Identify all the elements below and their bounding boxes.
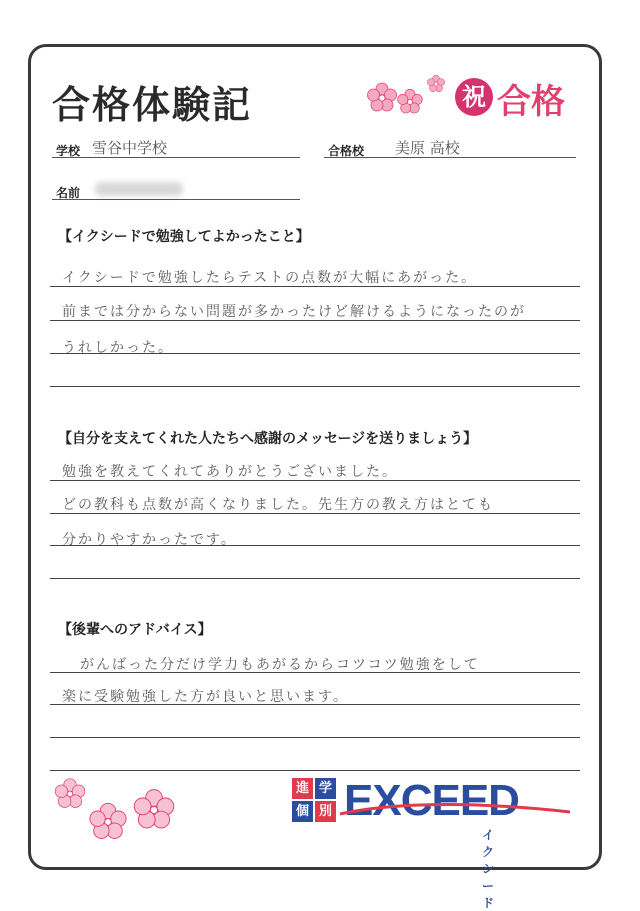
school-underline (52, 157, 300, 158)
experience-card (28, 44, 602, 870)
logo-kana: イクシード (482, 828, 495, 910)
school-value: 雪谷中学校 (92, 139, 168, 157)
answer-line: 勉強を教えてくれてありがとうございました。 (62, 464, 398, 480)
logo-swoosh-icon (335, 790, 575, 830)
answer-line: イクシードで勉強したらテストの点数が大幅にあがった。 (62, 270, 478, 286)
ruled-line (50, 513, 580, 514)
name-underline (52, 199, 300, 200)
section-heading-good-points: 【イクシードで勉強してよかったこと】 (58, 229, 310, 245)
redacted-name (95, 182, 183, 196)
ruled-line (50, 353, 580, 354)
answer-line: 前までは分からない問題が多かったけど解けるようになったのが (62, 304, 526, 320)
name-label: 名前 (56, 186, 81, 200)
section-heading-thanks: 【自分を支えてくれた人たちへ感謝のメッセージを送りましょう】 (58, 431, 478, 447)
ruled-line (50, 672, 580, 673)
passed-school-underline (324, 157, 576, 158)
page-title: 合格体験記 (52, 83, 253, 127)
logo-cell: 別 (315, 801, 336, 822)
logo-wordmark: EXCEED (344, 776, 519, 825)
ruled-line (50, 480, 580, 481)
logo-cell: 学 (315, 778, 336, 799)
passed-school-label: 合格校 (328, 144, 365, 158)
answer-line: がんばった分だけ学力もあがるからコツコツ勉強をして (80, 657, 480, 673)
logo-cell: 個 (292, 801, 313, 822)
answer-line: どの教科も点数が高くなりました。先生方の教え方はとても (62, 497, 494, 513)
answer-line: うれしかった。 (62, 340, 174, 356)
ruled-line (50, 320, 580, 321)
passed-heading: 合格 (497, 82, 565, 122)
ruled-line (50, 386, 580, 387)
answer-line: 楽に受験勉強した方が良いと思います。 (62, 689, 349, 705)
ruled-line (50, 578, 580, 579)
ruled-line (50, 770, 580, 771)
celebration-badge: 祝 (455, 78, 493, 116)
ruled-line (50, 286, 580, 287)
cherry-blossom-icon (48, 772, 188, 850)
cherry-blossom-icon (362, 72, 452, 120)
section-heading-advice: 【後輩へのアドバイス】 (58, 622, 212, 638)
ruled-line (50, 737, 580, 738)
answer-line: 分かりやすかったです。 (62, 532, 237, 548)
logo-cell: 進 (292, 778, 313, 799)
ruled-line (50, 704, 580, 705)
school-label: 学校 (56, 144, 81, 158)
passed-school-value: 美原 高校 (395, 139, 460, 157)
ruled-line (50, 545, 580, 546)
